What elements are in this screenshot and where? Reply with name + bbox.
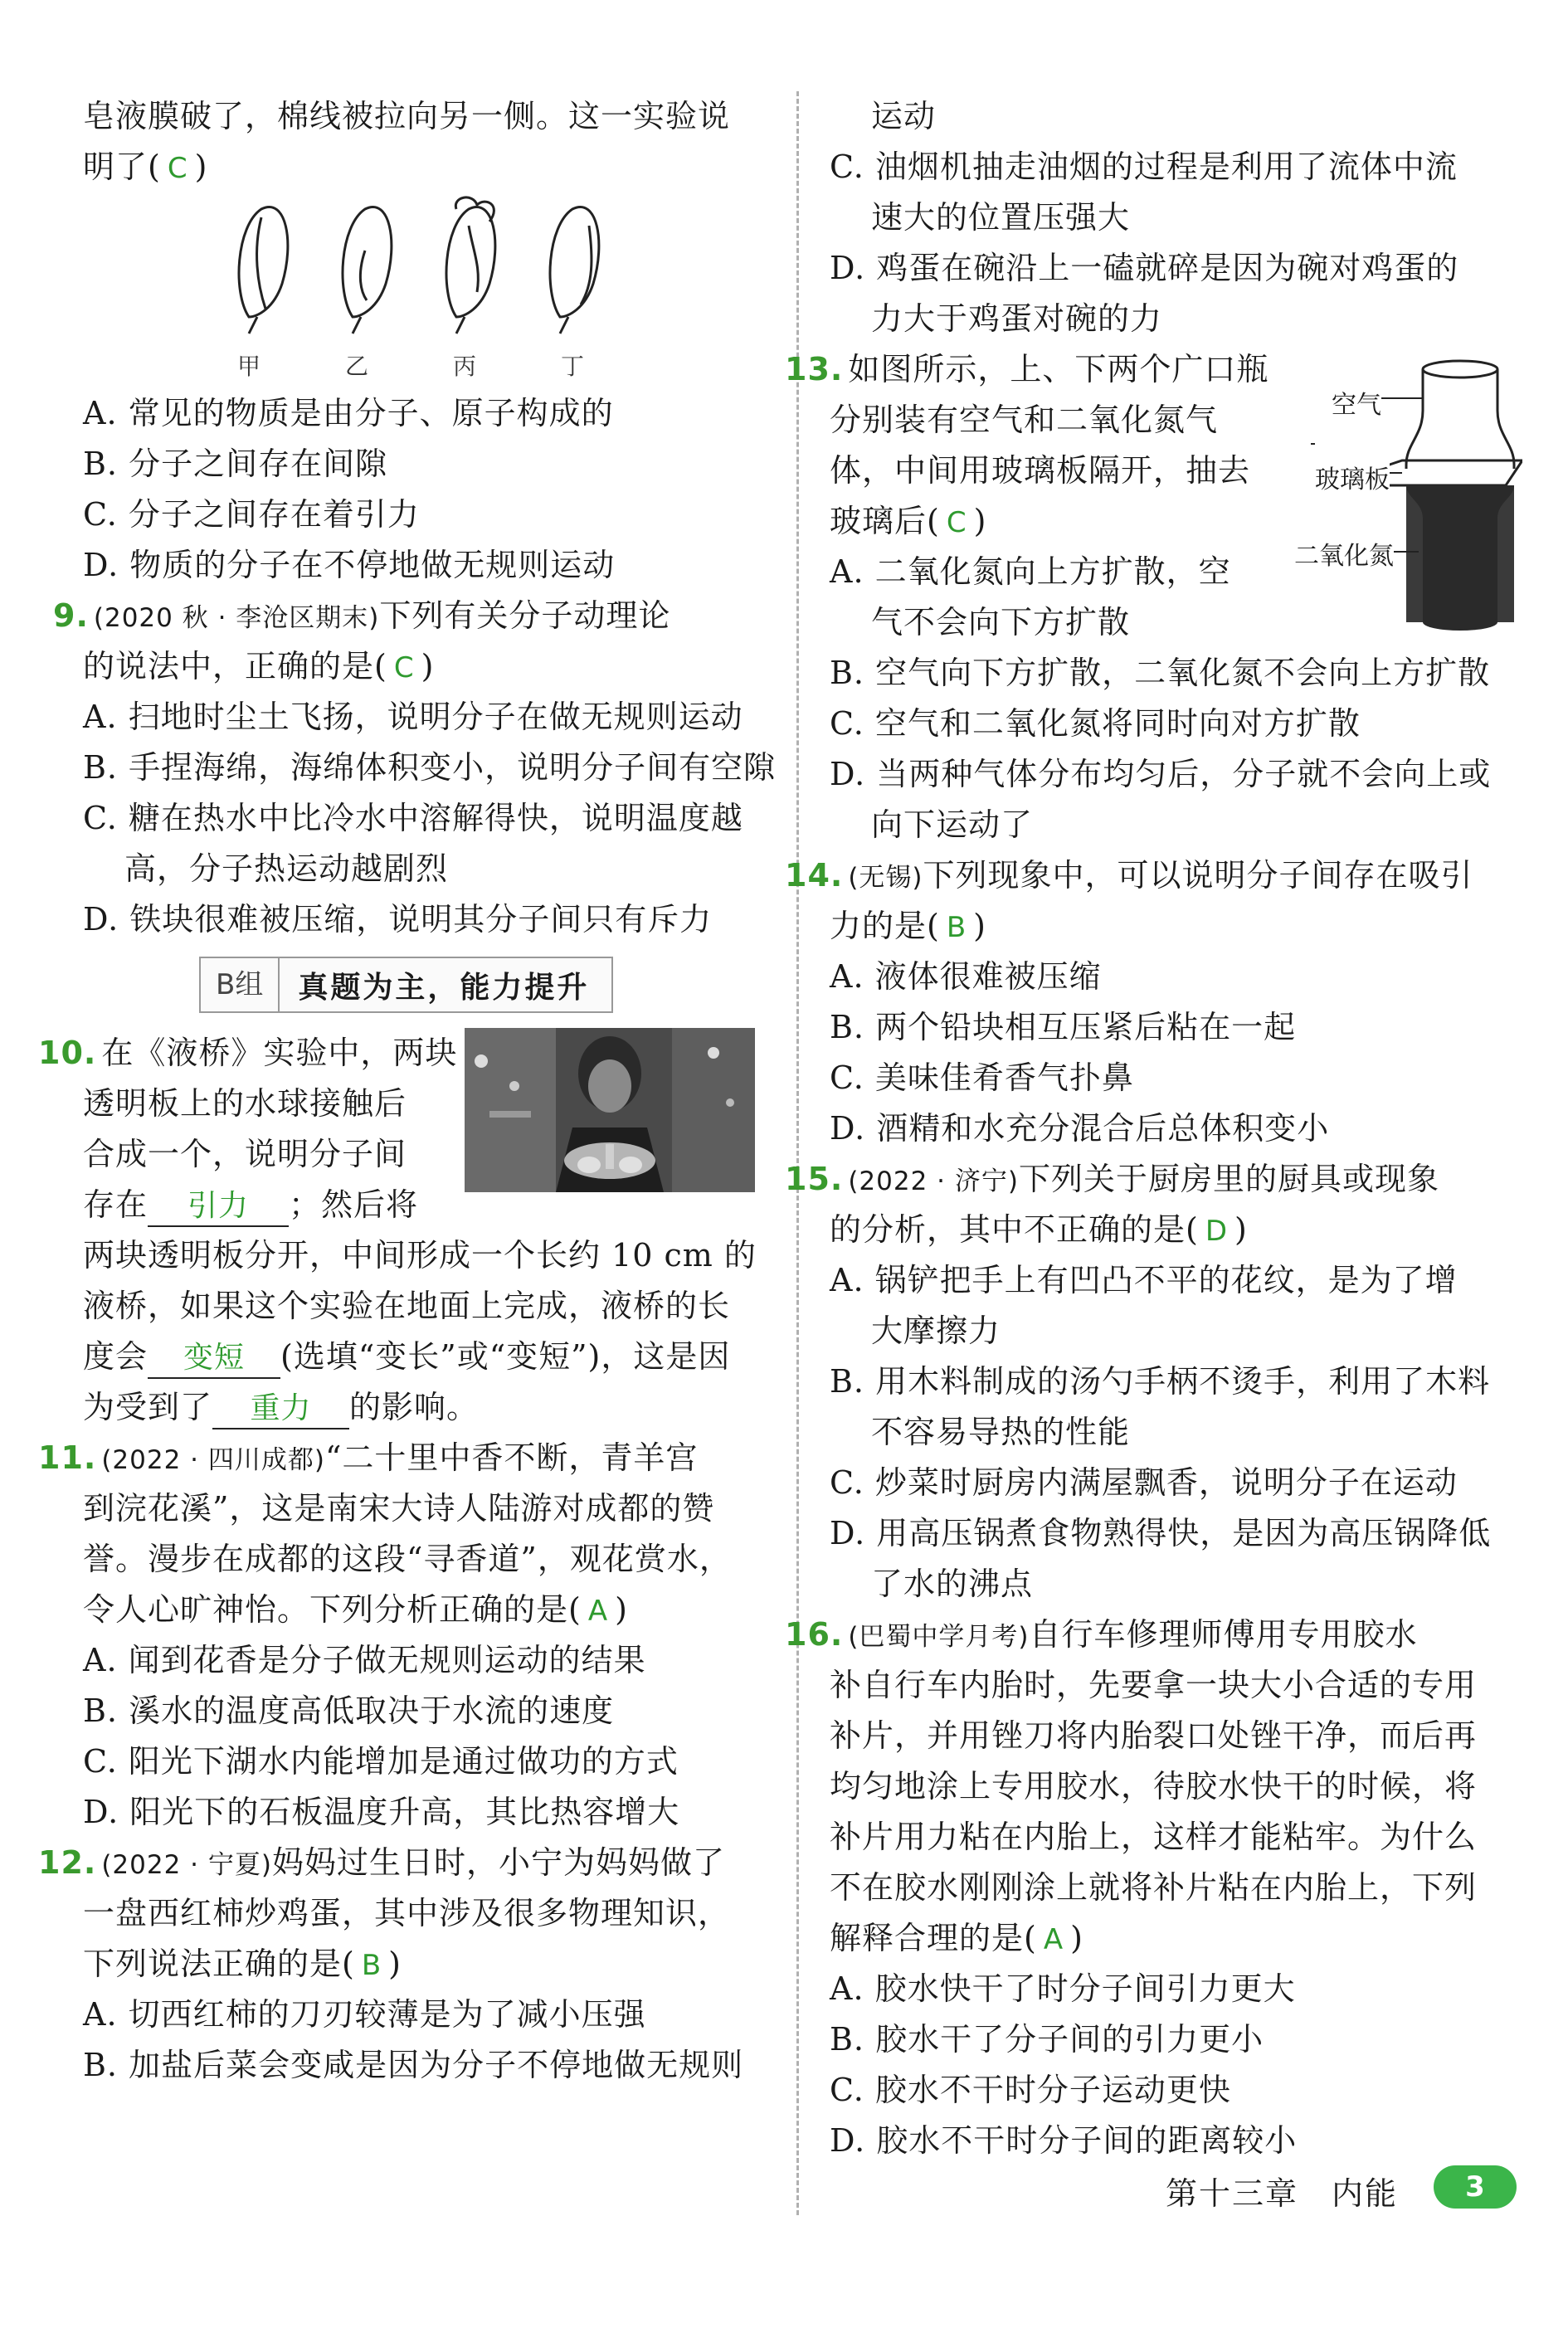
q16-line1: 16. (巴蜀中学月考)自行车修理师傅用专用胶水: [785, 1616, 1418, 1653]
q9-answer: C: [393, 651, 415, 684]
frame-bing: [446, 207, 495, 334]
q11-option-a: A. 闻到花香是分子做无规则运动的结果: [83, 1642, 646, 1678]
q11-option-c: C. 阳光下湖水内能增加是通过做功的方式: [83, 1743, 679, 1780]
q12-option-b: B. 加盐后菜会变咸是因为分子不停地做无规则: [83, 2047, 744, 2083]
label-jia: 甲: [236, 353, 261, 380]
group-b-heading: [83, 945, 755, 1028]
q10-line1: 10. 在《液桥》实验中，两块: [38, 1035, 458, 1071]
q13-line2: 分别装有空气和二氧化氮气: [830, 402, 1219, 438]
q12-line3: 下列说法正确的是( B ): [83, 1946, 402, 1982]
label-glass: 玻璃板: [1315, 459, 1390, 495]
q13-line1: 13. 如图所示，上、下两个广口瓶: [785, 351, 1269, 387]
q9-option-b: B. 手捏海绵，海绵体积变小，说明分子间有空隙: [83, 749, 777, 786]
cotton-thread-figure: [224, 192, 672, 342]
q11-line3: 誉。漫步在成都的这段“寻香道”，观花赏水，: [83, 1541, 732, 1577]
q10-blank-1[interactable]: 引力: [148, 1187, 289, 1227]
q16-option-a: A. 胶水快干了时分子间引力更大: [830, 1970, 1296, 2007]
q15-source: (2022 · 济宁): [848, 1166, 1019, 1196]
frame-jia: [239, 207, 288, 334]
q11-option-b: B. 溪水的温度高低取决于水流的速度: [83, 1692, 615, 1729]
q13-option-b: B. 空气向下方扩散，二氧化氮不会向上方扩散: [830, 655, 1491, 691]
q9-option-a: A. 扫地时尘土飞扬，说明分子在做无规则运动: [83, 699, 743, 735]
q12-option-d-cont: 力大于鸡蛋对碗的力: [871, 300, 1163, 337]
q10-blank-3[interactable]: 重力: [212, 1390, 349, 1429]
q8-option-d: D. 物质的分子在不停地做无规则运动: [83, 547, 616, 583]
q8-tail-line1: 皂液膜破了，棉线被拉向另一侧。这一实验说: [83, 98, 731, 134]
q8-answer: C: [167, 152, 188, 185]
q11-line4: 令人心旷神怡。下列分析正确的是( A ): [83, 1591, 628, 1628]
q15-option-a-cont: 大摩擦力: [871, 1313, 1001, 1349]
frame-yi: [343, 207, 392, 334]
q9-source: (2020 秋 · 李沧区期末): [93, 603, 380, 633]
q13-option-a: A. 二氧化氮向上方扩散，空: [830, 553, 1231, 590]
liquid-bridge-photo: [465, 1028, 755, 1192]
q16-option-d: D. 胶水不干时分子间的距离较小: [830, 2122, 1298, 2159]
group-b-tag: B组: [201, 958, 280, 1011]
q10-line2: 透明板上的水球接触后: [83, 1085, 407, 1122]
q15-option-d: D. 用高压锅煮食物熟得快，是因为高压锅降低: [830, 1515, 1492, 1551]
q8-figure: [83, 192, 755, 388]
q16-line6: 不在胶水刚刚涂上就将补片粘在内胎上，下列: [830, 1869, 1478, 1906]
group-b-box: [199, 957, 613, 1013]
label-no2: 二氧化氮: [1294, 535, 1394, 572]
q16-line3: 补片，并用锉刀将内胎裂口处锉干净，而后再: [830, 1717, 1478, 1754]
label-air: 空气: [1332, 384, 1381, 421]
label-yi: 乙: [344, 353, 368, 380]
q16-line2: 补自行车内胎时，先要拿一块大小合适的专用: [830, 1667, 1478, 1703]
q12-option-b-cont: 运动: [871, 98, 937, 134]
q9-stem-line1: 9. (2020 秋 · 李沧区期末)下列有关分子动理论: [53, 597, 671, 634]
q9-stem-line2: 的说法中，正确的是( C ): [83, 648, 435, 684]
q9-option-c: C. 糖在热水中比冷水中溶解得快，说明温度越: [83, 800, 743, 836]
q14-source: (无锡): [848, 863, 923, 893]
q13-line4: 玻璃后( C ): [830, 503, 987, 539]
q10-line5: 两块透明板分开，中间形成一个长约 10 cm 的: [83, 1237, 757, 1274]
column-divider: [796, 91, 799, 2215]
q15-line1: 15. (2022 · 济宁)下列关于厨房里的厨具或现象: [785, 1161, 1439, 1197]
q16-line4: 均匀地涂上专用胶水，待胶水快干的时候，将: [830, 1768, 1478, 1804]
q10-line3: 合成一个，说明分子间: [83, 1136, 407, 1172]
q8-option-b: B. 分子之间存在间隙: [83, 446, 388, 482]
q13-option-d: D. 当两种气体分布均匀后，分子就不会向上或: [830, 756, 1492, 792]
q8-option-c: C. 分子之间存在着引力: [83, 496, 420, 533]
q16-line5: 补片用力粘在内胎上，这样才能粘牢。为什么: [830, 1819, 1478, 1855]
chapter-title: 第十三章 内能: [1166, 2175, 1399, 2212]
q14-option-a: A. 液体很难被压缩: [830, 958, 1102, 995]
q16-answer: A: [1043, 1923, 1064, 1956]
q14-line1: 14. (无锡)下列现象中，可以说明分子间存在吸引: [785, 857, 1473, 894]
q16-line7: 解释合理的是( A ): [830, 1920, 1083, 1956]
q15-number: 15.: [785, 1161, 844, 1197]
q10-number: 10.: [38, 1035, 97, 1071]
q16-option-c: C. 胶水不干时分子运动更快: [830, 2072, 1231, 2108]
figure-labels: [195, 348, 755, 382]
label-bing: 丙: [452, 353, 476, 380]
q10-line4: 存在 引力 ；然后将: [83, 1180, 755, 1230]
q14-option-b: B. 两个铅块相互压紧后粘在一起: [830, 1009, 1297, 1045]
q8-tail-line2: 明了( C ): [83, 149, 208, 185]
q13-answer: C: [946, 506, 967, 539]
q15-option-d-cont: 了水的沸点: [871, 1566, 1034, 1602]
q15-line2: 的分析，其中不正确的是( D ): [830, 1211, 1248, 1248]
q8-option-a: A. 常见的物质是由分子、原子构成的: [83, 395, 614, 431]
q12-option-c: C. 油烟机抽走油烟的过程是利用了流体中流: [830, 149, 1458, 185]
q14-option-d: D. 酒精和水充分混合后总体积变小: [830, 1110, 1330, 1147]
q11-line2: 到浣花溪”，这是南宋大诗人陆游对成都的赞: [83, 1490, 715, 1527]
q9-option-d: D. 铁块很难被压缩，说明其分子间只有斥力: [83, 901, 713, 938]
page-number-badge: 3: [1434, 2165, 1517, 2209]
q12-source: (2022 · 宁夏): [101, 1850, 272, 1880]
q11-line1: 11. (2022 · 四川成都)“二十里中香不断，青羊宫: [38, 1439, 699, 1476]
q14-number: 14.: [785, 857, 844, 894]
q13-option-c: C. 空气和二氧化氮将同时向对方扩散: [830, 705, 1361, 742]
q12-option-c-cont: 速大的位置压强大: [871, 199, 1131, 236]
q12-option-a: A. 切西红柿的刀刃较薄是为了减小压强: [83, 1996, 646, 2033]
right-column: [785, 91, 1502, 2166]
left-column: [38, 91, 777, 2091]
q12-line2: 一盘西红柿炒鸡蛋，其中涉及很多物理知识，: [83, 1895, 731, 1931]
q14-line2: 力的是( B ): [830, 908, 986, 944]
q13-option-a-cont: 气不会向下方扩散: [871, 604, 1131, 640]
gas-diffusion-figure: [1294, 344, 1522, 643]
q11-source: (2022 · 四川成都): [101, 1445, 325, 1475]
q12-option-d: D. 鸡蛋在碗沿上一磕就碎是因为碗对鸡蛋的: [830, 250, 1459, 286]
q10-line6: 液桥，如果这个实验在地面上完成，液桥的长: [83, 1288, 731, 1324]
q9-number: 9.: [53, 597, 89, 634]
q13-block: [785, 344, 1502, 648]
group-b-title: 真题为主，能力提升: [298, 969, 590, 1005]
q10-line7: 度会 变短 (选填“变长”或“变短”)，这是因: [83, 1332, 755, 1382]
q12-line1: 12. (2022 · 宁夏)妈妈过生日时，小宁为妈妈做了: [38, 1844, 725, 1881]
q10-line8: 为受到了 重力 的影响。: [83, 1382, 755, 1433]
q16-number: 16.: [785, 1616, 844, 1653]
q11-answer: A: [587, 1595, 609, 1628]
q11-number: 11.: [38, 1439, 97, 1476]
q15-answer: D: [1205, 1215, 1229, 1248]
label-ding: 丁: [560, 353, 584, 380]
q15-option-b: B. 用木料制成的汤勺手柄不烫手，利用了木料: [830, 1363, 1491, 1400]
q13-line3: 体，中间用玻璃板隔开，抽去: [830, 452, 1251, 489]
q15-option-c: C. 炒菜时厨房内满屋飘香，说明分子在运动: [830, 1464, 1458, 1501]
q11-option-d: D. 阳光下的石板温度升高，其比热容增大: [83, 1794, 680, 1830]
q12-answer: B: [361, 1949, 382, 1982]
q16-source: (巴蜀中学月考): [848, 1622, 1030, 1652]
q14-option-c: C. 美味佳肴香气扑鼻: [830, 1059, 1134, 1096]
q10-blank-2[interactable]: 变短: [148, 1339, 280, 1379]
q15-option-b-cont: 不容易导热的性能: [871, 1414, 1131, 1450]
q13-option-d-cont: 向下运动了: [871, 806, 1034, 843]
q13-number: 13.: [785, 351, 844, 387]
q12-number: 12.: [38, 1844, 97, 1881]
q15-option-a: A. 锅铲把手上有凹凸不平的花纹，是为了增: [830, 1262, 1458, 1298]
q10-block: [38, 1028, 757, 1433]
q16-option-b: B. 胶水干了分子间的引力更小: [830, 2021, 1264, 2058]
q9-option-c-cont: 高，分子热运动越剧烈: [124, 850, 449, 887]
q14-answer: B: [946, 911, 967, 944]
